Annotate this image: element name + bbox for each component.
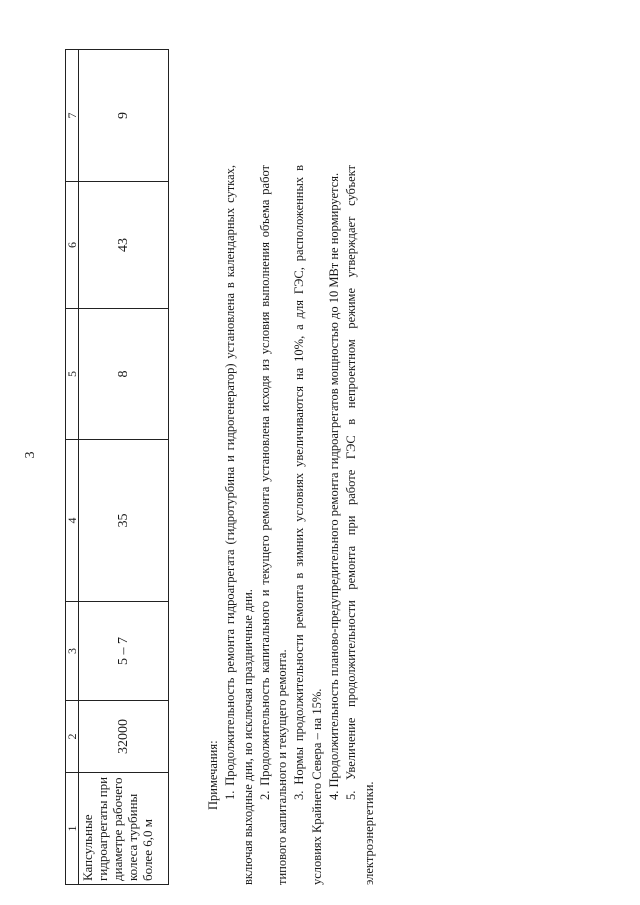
duration-cell-6: 43 xyxy=(79,182,169,309)
note-item: 3. Нормы продолжительности ремонта в зимних условиях увеличиваются на 10%, а для ГЭС, расположенных в условиях Крайнего Севера – на 15%. xyxy=(292,165,324,885)
page-number: 3 xyxy=(23,451,38,459)
unit-type-cell: Капсульные гидроагрегаты при диаметре рабочего колеса турбины более 6,0 м xyxy=(79,773,169,885)
table-row xyxy=(79,50,169,885)
table-header-cell: 1 xyxy=(66,773,79,885)
repair-norms-table xyxy=(65,49,169,885)
range-cell: 5 – 7 xyxy=(79,602,169,701)
note-item: 1. Продолжительность ремонта гидроагрегата (гидротурбина и гидрогенератор) установлена в календарных сутках, включая выходные дни, но исключая праздничные дни. xyxy=(223,165,255,885)
duration-cell-7: 9 xyxy=(79,50,169,182)
table-header-row xyxy=(66,50,79,885)
note-item: 2. Продолжительность капитального и текущего ремонта установлена исходя из условия выполнения объема работ типового капитального и текущего ремонта. xyxy=(257,165,290,885)
table-header-cell: 4 xyxy=(66,440,79,602)
table-header-cell: 5 xyxy=(66,309,79,440)
note-item: 4. Продолжительность планово-предупредительного ремонта гидроагрегатов мощностью до 10 МВт не нормируется. xyxy=(327,172,342,800)
notes-section xyxy=(205,165,378,885)
table-header-cell: 7 xyxy=(66,50,79,182)
table-header-cell: 2 xyxy=(66,701,79,773)
table-header-cell: 3 xyxy=(66,602,79,701)
power-cell: 32000 xyxy=(79,701,169,773)
note-item: 5. Увеличение продолжительности ремонта при работе ГЭС в непроектном режиме утверждает субъект электроэнергетики. xyxy=(344,165,376,885)
rotated-page xyxy=(15,25,625,885)
duration-cell-4: 35 xyxy=(79,440,169,602)
duration-cell-5: 8 xyxy=(79,309,169,440)
notes-title: Примечания: xyxy=(206,740,220,810)
table-header-cell: 6 xyxy=(66,182,79,309)
